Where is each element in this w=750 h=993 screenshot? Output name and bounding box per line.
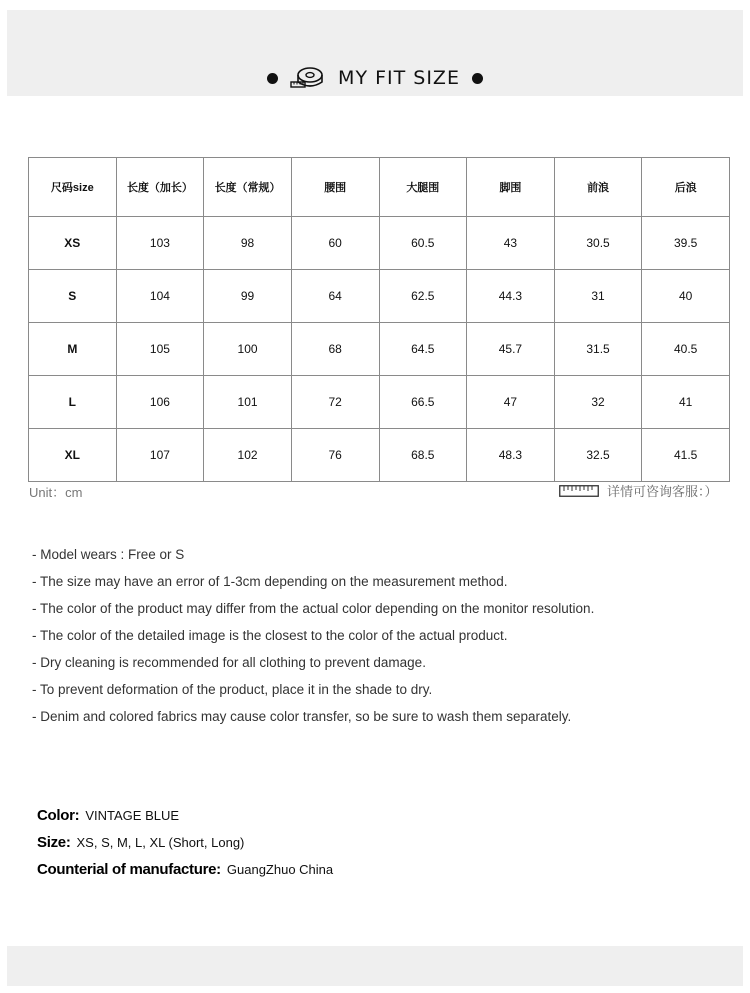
- spec-value: VINTAGE BLUE: [85, 808, 180, 823]
- column-header: 前浪: [554, 158, 642, 217]
- spec-size: [37, 833, 333, 860]
- size-cell: XL: [29, 429, 117, 482]
- column-header: 长度（加长）: [116, 158, 204, 217]
- table-cell: 62.5: [379, 270, 467, 323]
- table-cell: 64: [291, 270, 379, 323]
- table-cell: 72: [291, 376, 379, 429]
- table-cell: 98: [204, 217, 292, 270]
- footer-band: [7, 946, 743, 986]
- list-item: - The size may have an error of 1-3cm depending on the measurement method.: [32, 574, 508, 589]
- table-cell: 68.5: [379, 429, 467, 482]
- bullet-dot-left: [267, 73, 278, 84]
- table-cell: 64.5: [379, 323, 467, 376]
- spec-label: Size:: [37, 834, 71, 851]
- consult-note: [559, 481, 718, 500]
- spec-value: XS, S, M, L, XL (Short, Long): [76, 835, 245, 850]
- table-cell: 43: [467, 217, 555, 270]
- spec-value: GuangZhuo China: [226, 862, 334, 877]
- table-cell: 66.5: [379, 376, 467, 429]
- table-cell: 41: [642, 376, 730, 429]
- consult-text: 详情可咨询客服：）: [607, 484, 718, 499]
- table-cell: 44.3: [467, 270, 555, 323]
- table-cell: 102: [204, 429, 292, 482]
- table-cell: 105: [116, 323, 204, 376]
- table-cell: 104: [116, 270, 204, 323]
- list-item: - To prevent deformation of the product, place it in the shade to dry.: [32, 682, 433, 697]
- care-notes-list: [32, 545, 594, 734]
- table-cell: 60.5: [379, 217, 467, 270]
- list-item: - Denim and colored fabrics may cause color transfer, so be sure to wash them separately.: [32, 709, 572, 724]
- table-cell: 31.5: [554, 323, 642, 376]
- table-cell: 60: [291, 217, 379, 270]
- table-row: [29, 217, 730, 270]
- column-header: 脚围: [467, 158, 555, 217]
- page-title: MY FIT SIZE: [338, 67, 460, 89]
- table-cell: 101: [204, 376, 292, 429]
- table-row: [29, 323, 730, 376]
- table-row: [29, 270, 730, 323]
- spec-label: Color:: [37, 807, 80, 824]
- table-cell: 30.5: [554, 217, 642, 270]
- size-cell: XS: [29, 217, 117, 270]
- size-cell: M: [29, 323, 117, 376]
- unit-label: Unit：cm: [29, 485, 83, 500]
- size-cell: L: [29, 376, 117, 429]
- table-cell: 47: [467, 376, 555, 429]
- list-item: - The color of the detailed image is the closest to the color of the actual product.: [32, 628, 508, 643]
- table-cell: 32: [554, 376, 642, 429]
- table-cell: 68: [291, 323, 379, 376]
- table-header-row: [29, 158, 730, 217]
- table-cell: 39.5: [642, 217, 730, 270]
- table-cell: 107: [116, 429, 204, 482]
- list-item: - Model wears : Free or S: [32, 547, 185, 562]
- table-cell: 99: [204, 270, 292, 323]
- ruler-icon: [559, 485, 599, 497]
- table-cell: 48.3: [467, 429, 555, 482]
- table-cell: 103: [116, 217, 204, 270]
- spec-origin: [37, 860, 333, 887]
- spec-color: [37, 806, 333, 833]
- column-header: 后浪: [642, 158, 730, 217]
- column-header: 尺码size: [29, 158, 117, 217]
- column-header: 长度（常规）: [204, 158, 292, 217]
- table-cell: 106: [116, 376, 204, 429]
- table-cell: 40: [642, 270, 730, 323]
- bullet-dot-right: [472, 73, 483, 84]
- spec-label: Counterial of manufacture:: [37, 861, 221, 878]
- size-cell: S: [29, 270, 117, 323]
- table-cell: 41.5: [642, 429, 730, 482]
- table-cell: 31: [554, 270, 642, 323]
- section-header: [0, 62, 750, 94]
- list-item: - The color of the product may differ from the actual color depending on the monitor resolution.: [32, 601, 595, 616]
- table-cell: 76: [291, 429, 379, 482]
- column-header: 大腿围: [379, 158, 467, 217]
- table-cell: 100: [204, 323, 292, 376]
- product-specs: [37, 806, 333, 887]
- table-cell: 40.5: [642, 323, 730, 376]
- table-row: [29, 429, 730, 482]
- table-row: [29, 376, 730, 429]
- column-header: 腰围: [291, 158, 379, 217]
- table-cell: 45.7: [467, 323, 555, 376]
- table-cell: 32.5: [554, 429, 642, 482]
- list-item: - Dry cleaning is recommended for all clothing to prevent damage.: [32, 655, 426, 670]
- measuring-tape-icon: [290, 66, 326, 90]
- size-chart-table: [28, 157, 730, 482]
